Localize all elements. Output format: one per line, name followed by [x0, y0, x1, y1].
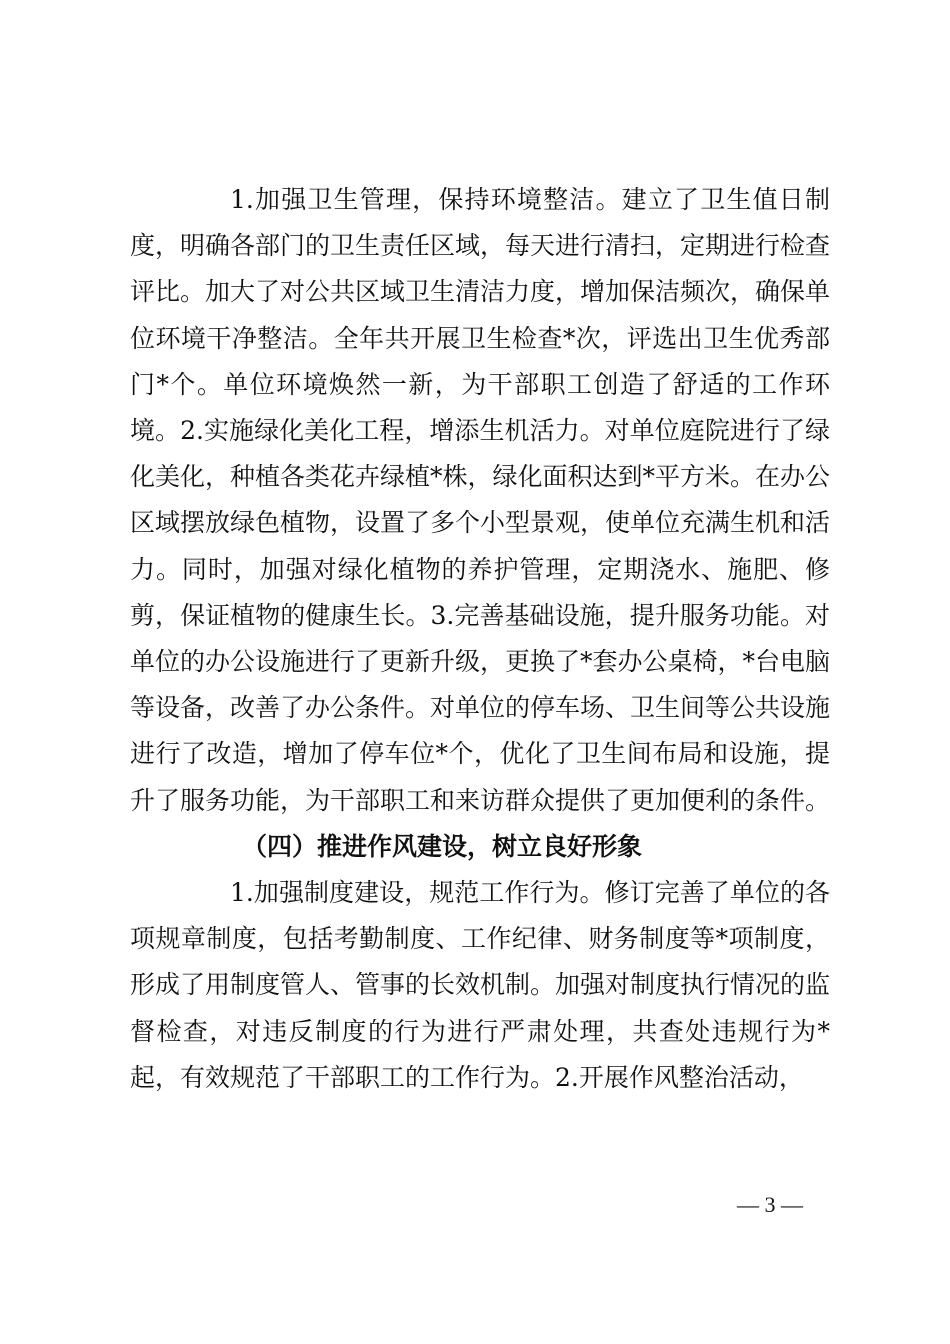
paragraph-sanitation-greening-facilities: 1.加强卫生管理，保持环境整洁。建立了卫生值日制度，明确各部门的卫生责任区域，每天进行清扫，定期进行检查评比。加大了对公共区域卫生清洁力度，增加保洁频次，确保单位环境干净整洁。全年共开展卫生检查*次，评选出卫生优秀部门*个。单位环境焕然一新，为干部职工创造了舒适的工作环境。2.实施绿化美化工程，增添生机活力。对单位庭院进行了绿化美化，种植各类花卉绿植*株，绿化面积达到*平方米。在办公区域摆放绿色植物，设置了多个小型景观，使单位充满生机和活力。同时，加强对绿化植物的养护管理，定期浇水、施肥、修剪，保证植物的健康生长。3.完善基础设施，提升服务功能。对单位的办公设施进行了更新升级，更换了*套办公桌椅，*台电脑等设备，改善了办公条件。对单位的停车场、卫生间等公共设施进行了改造，增加了停车位*个，优化了卫生间布局和设施，提升了服务功能，为干部职工和来访群众提供了更加便利的条件。 [130, 185, 831, 815]
section-heading: （四）推进作风建设，树立良好形象 [242, 831, 643, 861]
document-body [130, 177, 830, 1101]
paragraph-institution-building: 1.加强制度建设，规范工作行为。修订完善了单位的各项规章制度，包括考勤制度、工作纪律、财务制度等*项制度，形成了用制度管人、管事的长效机制。加强对制度执行情况的监督检查，对违反制度的行为进行严肃处理，共查处违规行为*起，有效规范了干部职工的工作行为。2.开展作风整治活动， [130, 878, 831, 1092]
page-number: — 3 — [737, 1192, 803, 1217]
